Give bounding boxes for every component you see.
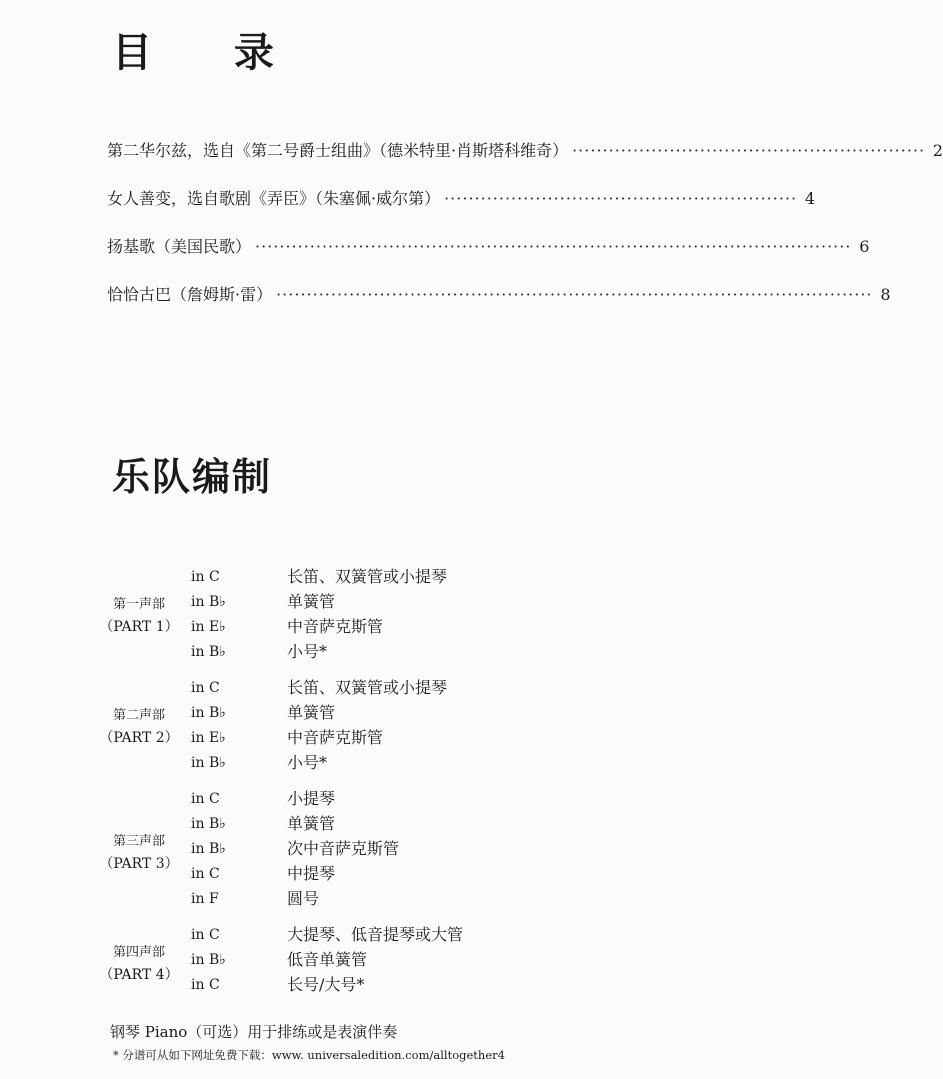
toc-leader-dots: ·································································································· xyxy=(276,285,873,304)
instrument-label: 单簧管 xyxy=(287,703,336,722)
instrument-label: 长号/大号* xyxy=(287,975,365,994)
toc-item[interactable] xyxy=(107,234,870,260)
key-label: in C xyxy=(191,569,220,585)
part-code: （PART 2） xyxy=(99,730,179,746)
toc-leader-dots: ·································································································· xyxy=(255,237,852,256)
toc-leader-dots: ·························································· xyxy=(444,189,798,208)
instrument-label: 低音单簧管 xyxy=(287,950,368,969)
key-label: in C xyxy=(191,680,220,696)
part-name: 第二声部 xyxy=(112,708,165,723)
instrument-label: 长笛、双簧管或小提琴 xyxy=(287,567,448,586)
key-label: in B♭ xyxy=(191,952,226,968)
toc-item-page: 2 xyxy=(932,141,943,160)
instrument-label: 圆号 xyxy=(287,889,320,908)
key-label: in B♭ xyxy=(191,705,226,721)
part-code: （PART 1） xyxy=(99,619,179,635)
toc-item-title: 女人善变，选自歌剧《弄臣》（朱塞佩·威尔第） xyxy=(107,189,441,208)
instrument-label: 单簧管 xyxy=(287,592,336,611)
key-label: in B♭ xyxy=(191,816,226,832)
part-code: （PART 4） xyxy=(99,967,179,983)
key-label: in C xyxy=(191,791,220,807)
key-label: in B♭ xyxy=(191,755,226,771)
part-label xyxy=(94,942,184,986)
key-label: in C xyxy=(191,977,220,993)
instrument-label: 小号* xyxy=(287,753,328,772)
instrument-label: 中提琴 xyxy=(287,864,336,883)
toc-title: 目 录 xyxy=(112,29,308,76)
part-code: （PART 3） xyxy=(99,856,179,872)
part-label xyxy=(94,831,184,875)
part-label xyxy=(94,705,184,749)
instrument-label: 中音萨克斯管 xyxy=(287,728,384,747)
instrument-label: 小号* xyxy=(287,642,328,661)
toc-item[interactable] xyxy=(107,138,943,164)
instrument-label: 次中音萨克斯管 xyxy=(287,839,400,858)
toc-item[interactable] xyxy=(107,282,891,308)
part-label xyxy=(94,594,184,638)
instrument-label: 中音萨克斯管 xyxy=(287,617,384,636)
part-name: 第四声部 xyxy=(112,945,165,960)
instrument-label: 小提琴 xyxy=(287,789,336,808)
key-label: in E♭ xyxy=(191,730,226,746)
key-label: in C xyxy=(191,866,220,882)
key-label: in B♭ xyxy=(191,644,226,660)
key-label: in B♭ xyxy=(191,594,226,610)
toc-item-page: 6 xyxy=(859,237,870,256)
instrument-label: 大提琴、低音提琴或大管 xyxy=(287,925,464,944)
toc-item[interactable] xyxy=(107,186,816,212)
toc-item-title: 扬基歌（美国民歌） xyxy=(107,237,252,256)
key-label: in C xyxy=(191,927,220,943)
part-name: 第一声部 xyxy=(112,597,165,612)
toc-item-page: 8 xyxy=(880,285,891,304)
download-note: * 分谱可从如下网址免费下载：www. universaledition.com/alltogether4 xyxy=(113,1048,505,1062)
toc-leader-dots: ·························································· xyxy=(572,141,926,160)
piano-note: 钢琴 Piano（可选）用于排练或是表演伴奏 xyxy=(110,1023,398,1041)
key-label: in E♭ xyxy=(191,619,226,635)
toc-item-page: 4 xyxy=(804,189,816,208)
key-label: in B♭ xyxy=(191,841,226,857)
instrument-label: 长笛、双簧管或小提琴 xyxy=(287,678,448,697)
toc-item-title: 恰恰古巴（詹姆斯·雷） xyxy=(107,285,273,304)
part-name: 第三声部 xyxy=(112,834,165,849)
key-label: in F xyxy=(191,891,219,907)
toc-item-title: 第二华尔兹，选自《第二号爵士组曲》（德米特里·肖斯塔科维奇） xyxy=(107,141,569,160)
band-title: 乐队编制 xyxy=(112,454,273,499)
instrument-label: 单簧管 xyxy=(287,814,336,833)
